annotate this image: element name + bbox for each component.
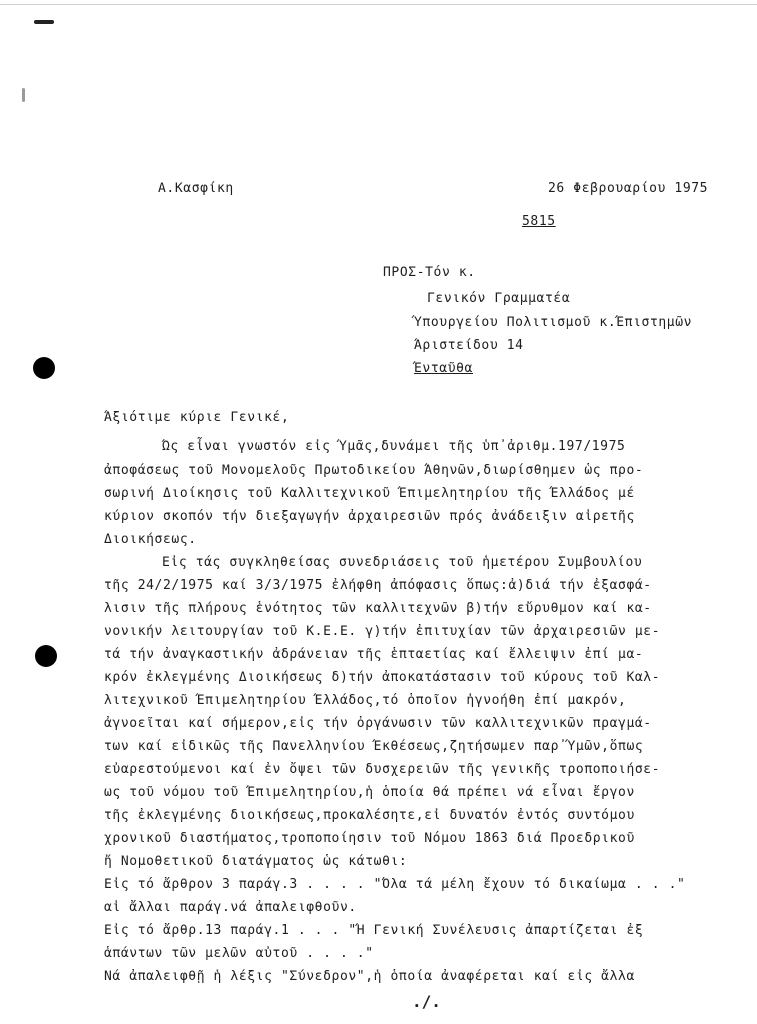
body-line: κρόν ἐκλεγμένης Διοικήσεως δ)τήν ἀποκατάστασιν τοῦ κύρους τοῦ Καλ- [104,670,661,685]
sender-name: Α.Κασφίκη [158,181,234,196]
body-line: τά τήν ἀναγκαστικήν ἀδράνειαν τῆς ἑπταετίας καί ἔλλειψιν ἐπί μα- [104,647,644,662]
body-line: τῆς 24/2/1975 καί 3/3/1975 ἐλήφθη ἀπόφασις ὅπως:ἀ)διά τήν ἐξασφά- [104,578,652,593]
body-line: Εἰς τό ἄρθρ.13 παράγ.1 . . . "Ή Γενική Συνέλευσις ἀπαρτίζεται ἐξ [104,923,644,938]
punch-hole [35,645,57,667]
body-line: Διοικήσεως. [104,532,197,547]
body-line: ως τοῦ νόμου τοῦ Έπιμελητηρίου,ἡ ὁποία θά πρέπει νά εἶναι ἔργον [104,785,635,800]
punch-hole [33,357,55,379]
body-line: αἱ ἄλλαι παράγ.νά ἀπαλειφθοῦν. [104,900,357,915]
body-line: Εἰς τό ἄρθρον 3 παράγ.3 . . . . "Όλα τά μέλη ἔχουν τό δικαίωμα . . ." [104,877,686,892]
body-line: λισιν τῆς πλήρους ἑνότητος τῶν καλλιτεχνῶν β)τήν εὔρυθμον καί κα- [104,601,652,616]
body-line: κύριον σκοπόν τήν διεξαγωγήν ἀρχαιρεσιῶν πρός ἀνάδειξιν αἱρετῆς [104,509,635,524]
ink-smudge [22,88,25,102]
recipient-line: Ένταῦθα [414,361,473,376]
recipient-line: Ύπουργείου Πολιτισμοῦ κ.Έπιστημῶν [414,315,693,330]
body-line: τῆς ἐκλεγμένης διοικήσεως,προκαλέσητε,εἰ δυνατόν ἐντός συντόμου [104,808,635,823]
body-line: Ώς εἶναι γνωστόν εἰς Ύμᾶς,δυνάμει τῆς ὑπ᾽ἀριθμ.197/1975 [162,439,626,454]
letter-date: 26 Φεβρουαρίου 1975 [548,181,709,196]
body-line: Εἰς τάς συγκληθείσας συνεδριάσεις τοῦ ἡμετέρου Συμβουλίου [162,555,643,570]
body-line: ἤ Νομοθετικοῦ διατάγματος ὡς κάτωθι: [104,854,408,869]
body-line: Νά ἀπαλειφθῇ ἡ λέξις "Σύνεδρον",ἡ ὁποία ἀναφέρεται καί εἰς ἄλλα [104,969,635,984]
body-line: ἀγνοεῖται καί σήμερον,εἰς τήν ὀργάνωσιν τῶν καλλιτεχνικῶν πραγμά- [104,716,652,731]
recipient-line: Άριστείδου 14 [414,338,524,353]
salutation: Άξιότιμε κύριε Γενικέ, [104,410,290,425]
body-line: νονικήν λειτουργίαν τοῦ Κ.Ε.Ε. γ)τήν ἐπιτυχίαν τῶν ἀρχαιρεσιῶν με- [104,624,661,639]
page-top-edge [0,4,757,5]
body-line: χρονικοῦ διαστήματος,τροποποίησιν τοῦ Νόμου 1863 διά Προεδρικοῦ [104,831,635,846]
body-line: των καί εἰδικῶς τῆς Πανελληνίου Έκθέσεως,ζητήσωμεν παρ᾽Ύμῶν,ὅπως [104,739,644,754]
recipient-line: Γενικόν Γραμματέα [427,291,571,306]
reference-number: 5815 [522,214,556,229]
body-line: σωρινή Διοίκησις τοῦ Καλλιτεχνικοῦ Έπιμελητηρίου τῆς Έλλάδος μέ [104,486,635,501]
continuation-mark: ./. [412,992,441,1011]
body-line: εὐαρεστούμενοι καί ἐν ὄψει τῶν δυσχερειῶν τῆς γενικῆς τροποποιήσε- [104,762,661,777]
body-line: ἀποφάσεως τοῦ Μονομελοῦς Πρωτοδικείου Άθηνῶν,διωρίσθημεν ὡς προ- [104,463,644,478]
recipient-line: ΠΡΟΣ-Τόν κ. [383,265,476,280]
body-line: λιτεχνικοῦ Έπιμελητηρίου Έλλάδος,τό ὁποῖον ἠγνοήθη ἐπί μακρόν, [104,693,627,708]
body-line: ἁπάντων τῶν μελῶν αὐτοῦ . . . ." [104,946,374,961]
ink-smudge [34,20,54,24]
